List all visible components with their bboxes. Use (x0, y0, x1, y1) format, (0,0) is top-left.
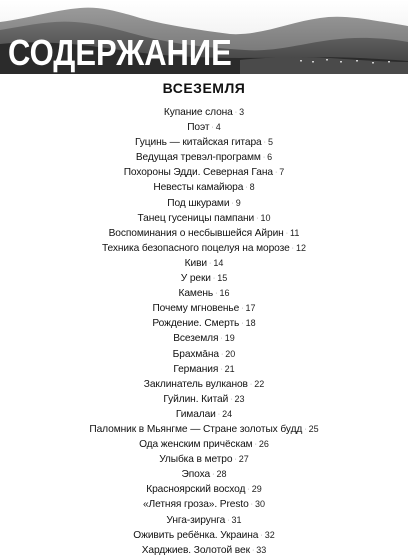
toc-entry-title: Брахмāна (172, 348, 219, 360)
toc-entry-page-number: 14 (213, 257, 224, 268)
toc-entry-title: Воспоминания о несбывшейся Айрин (108, 227, 284, 239)
toc-separator: · (220, 350, 224, 358)
toc-entry (0, 196, 408, 211)
toc-entry (0, 377, 408, 392)
toc-entry-title: Унга-зирунга (166, 514, 226, 526)
toc-separator: · (274, 169, 278, 177)
toc-entry-title: Паломник в Мьянгме — Стране золотых будд (89, 423, 303, 435)
toc-entry (0, 482, 408, 497)
toc-entry-title: Невесты камайюра (153, 182, 244, 194)
toc-entry-title: Танец гусеницы пампани (137, 212, 255, 224)
toc-entry-title: Германия (173, 363, 219, 375)
toc-separator: · (247, 486, 250, 494)
toc-entry-page-number: 16 (219, 288, 230, 299)
toc-entry-page-number: 15 (217, 273, 228, 284)
toc-separator: · (245, 184, 248, 192)
toc-separator: · (215, 290, 218, 298)
toc-separator: · (262, 154, 266, 162)
section-title: ВСЕЗЕМЛЯ (162, 80, 246, 96)
toc-separator: · (220, 365, 223, 373)
toc-entry (0, 165, 408, 180)
toc-entry (0, 301, 408, 316)
toc-entry (0, 497, 408, 512)
toc-entry-title: Купание слона (163, 107, 233, 118)
toc-entry-title: Оживить ребёнка. Украина (133, 529, 259, 541)
toc-separator: · (260, 531, 263, 539)
toc-entry-page-number: 19 (224, 333, 235, 344)
toc-entry-title: Заклинатель вулканов (143, 378, 248, 390)
toc-separator: · (234, 456, 237, 464)
toc-entry (0, 226, 408, 241)
toc-entry-page-number: 27 (238, 454, 249, 465)
toc-entry (0, 467, 408, 482)
toc-entry-page-number: 8 (249, 182, 255, 193)
toc-entry-page-number: 25 (308, 423, 319, 434)
toc-entry-title: Почему мгновенье (152, 303, 240, 315)
toc-entry-page-number: 30 (255, 499, 266, 510)
toc-entry (0, 241, 408, 256)
header-banner (0, 0, 408, 74)
toc-entry (0, 452, 408, 467)
toc-entry-page-number: 26 (258, 439, 269, 450)
toc-entry-title: Поэт (187, 122, 210, 134)
toc-entry-page-number: 5 (267, 137, 273, 148)
toc-entry-page-number: 3 (239, 107, 245, 117)
toc-separator: · (263, 139, 266, 147)
toc-entry (0, 331, 408, 346)
toc-entry (0, 256, 408, 271)
toc-entry-page-number: 6 (267, 152, 273, 163)
toc-entry (0, 150, 408, 165)
toc-entry (0, 120, 408, 135)
toc-entry-page-number: 21 (224, 363, 235, 374)
toc-entry (0, 513, 408, 528)
toc-entry (0, 392, 408, 407)
table-of-contents (0, 105, 408, 558)
toc-entry-title: Красноярский восход (146, 484, 246, 496)
toc-entry (0, 362, 408, 377)
toc-entry-title: Всеземля (173, 333, 219, 345)
toc-entry (0, 543, 408, 558)
toc-entry-title: Рождение. Смерть (152, 318, 240, 330)
toc-entry-page-number: 24 (222, 408, 233, 419)
toc-entry-page-number: 12 (295, 242, 306, 253)
toc-entry (0, 407, 408, 422)
toc-entry (0, 437, 408, 452)
toc-separator: · (230, 395, 233, 403)
toc-entry (0, 347, 408, 362)
toc-separator: · (241, 305, 244, 313)
toc-entry-title: Камень (178, 288, 214, 300)
toc-entry (0, 271, 408, 286)
toc-entry (0, 422, 408, 437)
toc-entry-page-number: 11 (290, 227, 300, 238)
toc-entry (0, 211, 408, 226)
toc-separator: · (241, 320, 244, 328)
toc-entry-page-number: 9 (235, 197, 241, 208)
toc-entry-page-number: 10 (260, 212, 271, 223)
toc-entry-page-number: 33 (256, 544, 267, 555)
toc-entry (0, 135, 408, 150)
toc-entry-title: Гималаи (175, 408, 216, 420)
toc-entry-title: Ода женским причёскам (139, 439, 253, 451)
page-title: СОДЕРЖАНИЕ (8, 32, 232, 73)
toc-separator: · (212, 471, 215, 479)
toc-entry-page-number: 31 (231, 514, 242, 525)
toc-entry-title: Харджиев. Золотой век (141, 544, 250, 556)
toc-separator: · (211, 124, 214, 132)
toc-separator: · (220, 335, 223, 343)
toc-separator: · (251, 546, 255, 554)
toc-separator: · (234, 109, 238, 116)
toc-entry-page-number: 29 (251, 484, 262, 495)
toc-separator: · (208, 259, 212, 267)
toc-entry-title: Под шкурами (167, 197, 230, 209)
toc-entry (0, 528, 408, 543)
toc-separator: · (254, 441, 257, 449)
toc-separator: · (212, 275, 216, 283)
toc-entry-title: Улыбка в метро (159, 454, 233, 466)
toc-separator: · (227, 516, 230, 524)
toc-entry-title: Киви (184, 257, 207, 269)
toc-entry-title: У реки (180, 273, 211, 285)
toc-entry-title: Гуцинь — китайская гитара (135, 137, 262, 149)
toc-separator: · (256, 214, 259, 222)
toc-entry-page-number: 4 (215, 122, 221, 133)
toc-entry-page-number: 18 (245, 318, 256, 329)
toc-separator: · (249, 380, 253, 388)
toc-separator: · (304, 425, 307, 433)
toc-entry (0, 180, 408, 195)
toc-entry-page-number: 7 (279, 167, 285, 178)
toc-separator: · (285, 229, 289, 237)
toc-separator: · (291, 244, 294, 252)
toc-entry-page-number: 28 (216, 469, 227, 480)
toc-entry-title: «Летняя гроза». Presto (142, 499, 249, 511)
toc-entry-page-number: 22 (254, 378, 265, 389)
toc-entry (0, 316, 408, 331)
toc-entry-page-number: 23 (234, 393, 245, 404)
toc-separator: · (231, 199, 234, 207)
toc-entry-title: Гуйлин. Китай (163, 393, 229, 405)
toc-entry-page-number: 20 (225, 348, 236, 359)
toc-entry (0, 105, 408, 120)
toc-entry (0, 286, 408, 301)
toc-entry-page-number: 32 (264, 529, 275, 540)
toc-separator: · (250, 501, 253, 509)
toc-entry-title: Ведущая тревэл-программ (135, 152, 261, 164)
toc-entry-title: Похороны Эдди. Северная Гана (123, 167, 273, 179)
toc-separator: · (217, 410, 221, 418)
toc-entry-title: Техника безопасного поцелуя на морозе (101, 242, 290, 254)
toc-entry-page-number: 17 (245, 303, 256, 314)
toc-entry-title: Эпоха (181, 469, 211, 481)
